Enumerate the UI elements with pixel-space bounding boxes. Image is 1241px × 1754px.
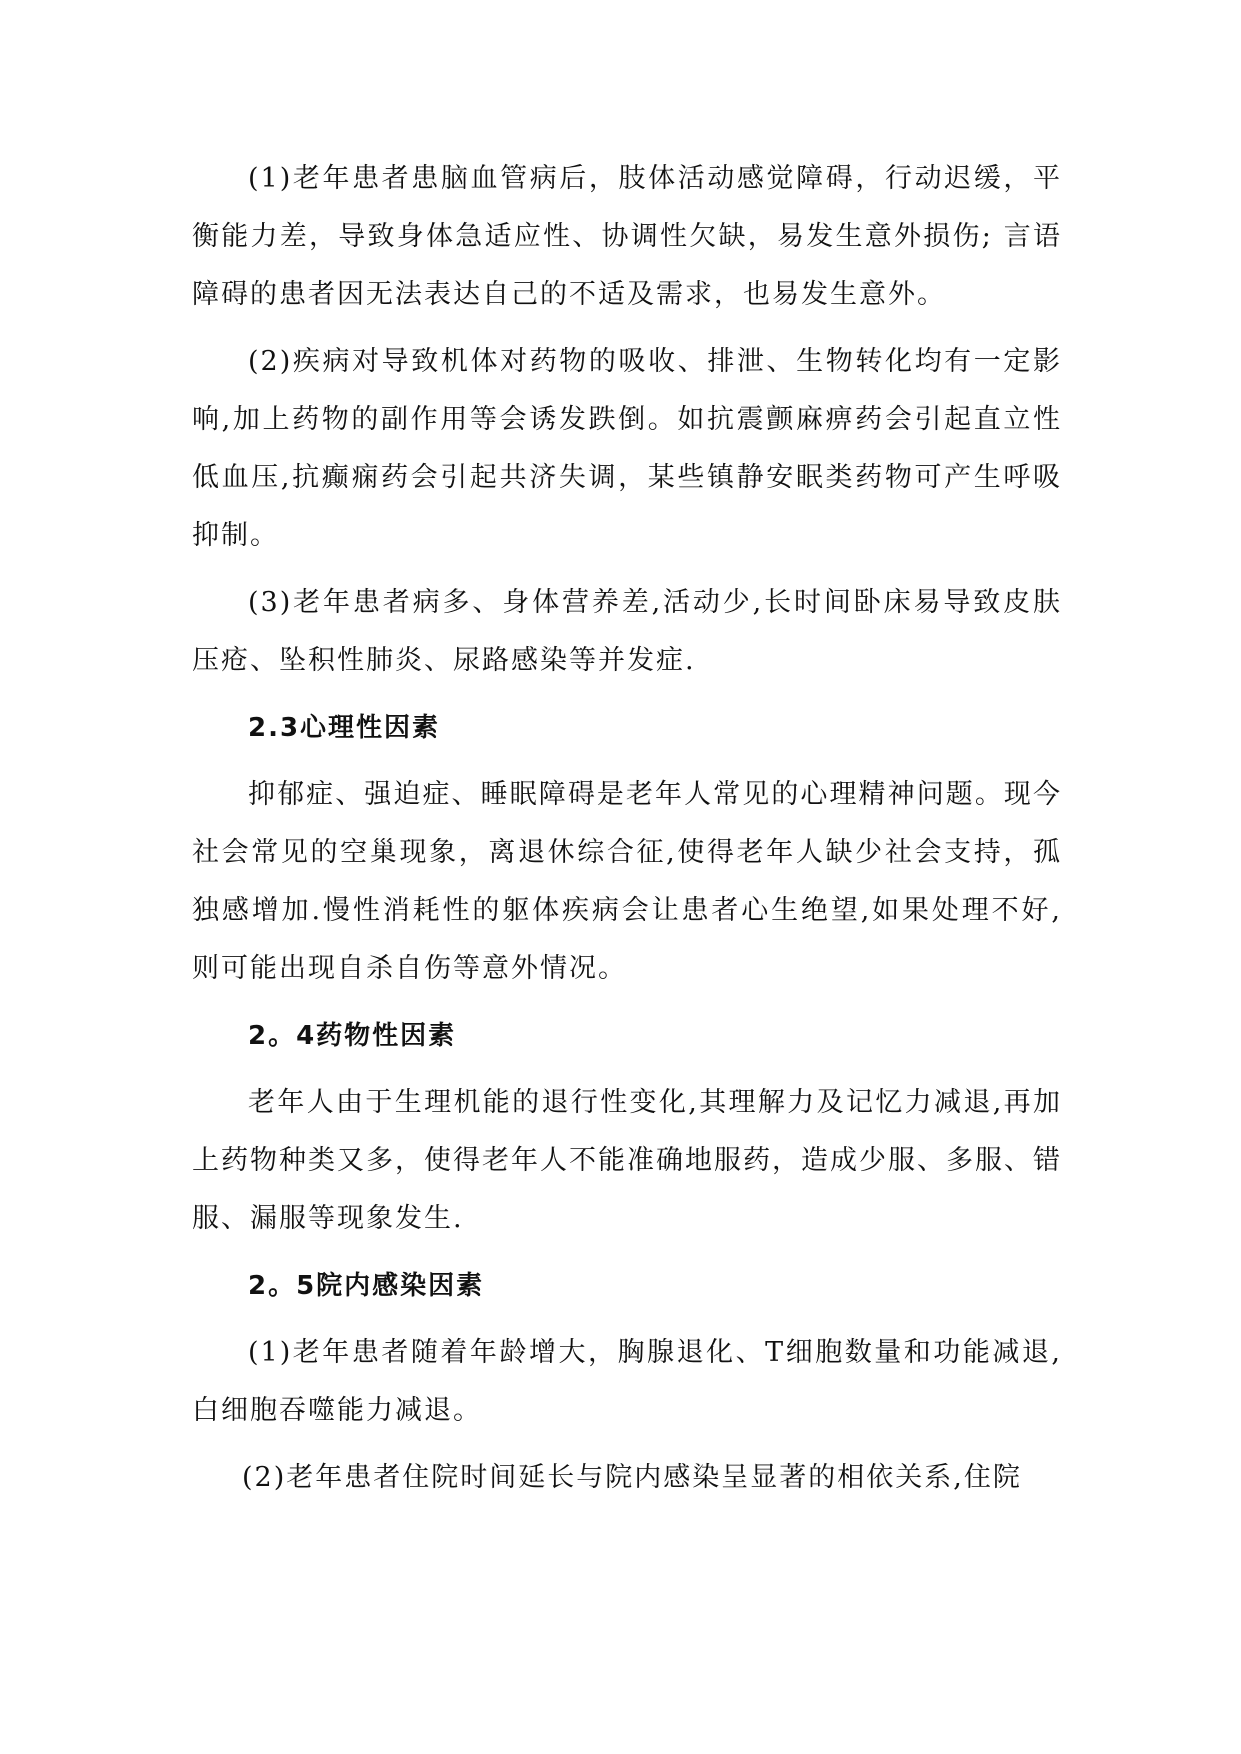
paragraph-hospital-stay: (2)老年患者住院时间延长与院内感染呈显著的相依关系,住院 [242, 1462, 1022, 1493]
section-heading-infection: 2。5院内感染因素 [248, 1271, 485, 1301]
paragraph-drug-effects: (2)疾病对导致机体对药物的吸收、排泄、生物转化均有一定影响,加上药物的副作用等会诱发跌倒。如抗震颤麻痹药会引起直立性低血压,抗癫痫药会引起共济失调，某些镇静安眠类药物可产生呼吸抑制。 [192, 346, 1062, 551]
section-heading-medication: 2。4药物性因素 [248, 1021, 457, 1051]
paragraph-complications: (3)老年患者病多、身体营养差,活动少,长时间卧床易导致皮肤压疮、坠积性肺炎、尿路感染等并发症. [192, 587, 1062, 676]
document-page [192, 150, 1062, 1516]
section-heading-psychological: 2.3心理性因素 [248, 713, 441, 743]
paragraph-immunity: (1)老年患者随着年龄增大，胸腺退化、T细胞数量和功能减退,白细胞吞噬能力减退。 [192, 1337, 1062, 1426]
paragraph-psychological: 抑郁症、强迫症、睡眠障碍是老年人常见的心理精神问题。现今社会常见的空巢现象，离退休综合征,使得老年人缺少社会支持，孤独感增加.慢性消耗性的躯体疾病会让患者心生绝望,如果处理不好,则可能出现自杀自伤等意外情况。 [192, 779, 1062, 984]
paragraph-medication: 老年人由于生理机能的退行性变化,其理解力及记忆力减退,再加上药物种类又多，使得老年人不能准确地服药，造成少服、多服、错服、漏服等现象发生. [192, 1087, 1062, 1234]
paragraph-neuro-impairment: (1)老年患者患脑血管病后，肢体活动感觉障碍，行动迟缓，平衡能力差，导致身体急适应性、协调性欠缺，易发生意外损伤; 言语障碍的患者因无法表达自己的不适及需求，也易发生意外。 [192, 163, 1062, 310]
